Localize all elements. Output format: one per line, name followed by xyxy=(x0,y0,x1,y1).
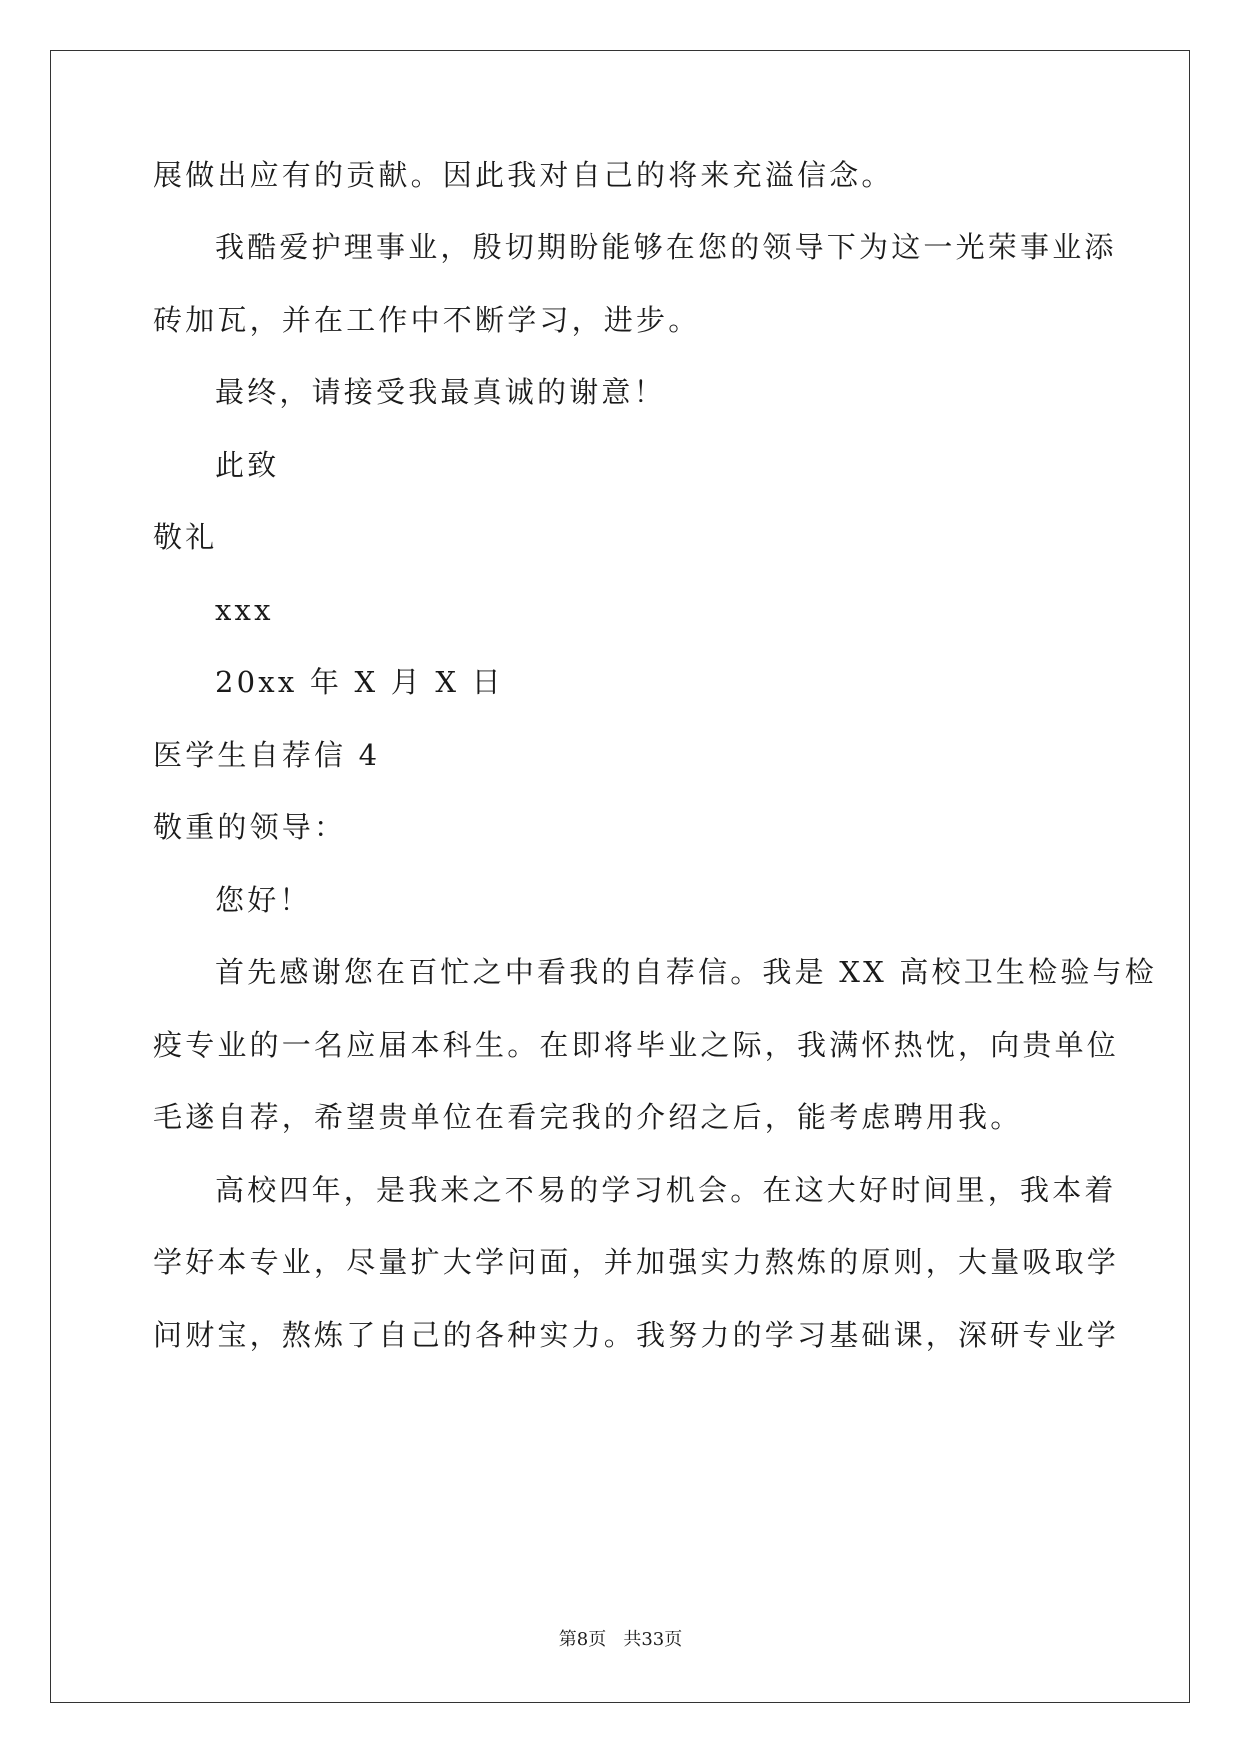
paragraph-line: 学好本专业，尽量扩大学问面，并加强实力熬炼的原则，大量吸取学 xyxy=(153,1245,1120,1279)
footer-prefix: 第 xyxy=(558,1629,577,1650)
footer-current-page: 8 xyxy=(576,1629,589,1650)
paragraph-line: 疫专业的一名应届本科生。在即将毕业之际，我满怀热忱，向贵单位 xyxy=(153,1028,1120,1062)
closing-respect: 敬礼 xyxy=(153,520,218,554)
page-footer xyxy=(0,1628,1241,1652)
page-border xyxy=(50,50,1190,1703)
footer-total-pages: 33 xyxy=(641,1629,665,1650)
paragraph-line: 首先感谢您在百忙之中看我的自荐信。我是 XX 高校卫生检验与检 xyxy=(215,955,1157,989)
paragraph-line: 砖加瓦，并在工作中不断学习，进步。 xyxy=(153,303,701,337)
footer-mid: 页 共 xyxy=(588,1629,642,1650)
greeting: 您好！ xyxy=(215,883,312,917)
paragraph-line: 最终，请接受我最真诚的谢意！ xyxy=(215,375,666,409)
paragraph-line: 问财宝，熬炼了自己的各种实力。我努力的学习基础课，深研专业学 xyxy=(153,1318,1120,1352)
closing-salutation: 此致 xyxy=(215,448,280,482)
paragraph-line: 展做出应有的贡献。因此我对自己的将来充溢信念。 xyxy=(153,158,894,192)
greeting-recipient: 敬重的领导： xyxy=(153,810,347,844)
paragraph-line: 高校四年，是我来之不易的学习机会。在这大好时间里，我本着 xyxy=(215,1173,1117,1207)
paragraph-line: 毛遂自荐，希望贵单位在看完我的介绍之后，能考虑聘用我。 xyxy=(153,1100,1023,1134)
signature-name: xxx xyxy=(215,593,274,627)
signature-date: 20xx 年 X 月 X 日 xyxy=(215,665,504,699)
footer-suffix: 页 xyxy=(664,1629,683,1650)
section-title: 医学生自荐信 4 xyxy=(153,738,381,772)
paragraph-line: 我酷爱护理事业，殷切期盼能够在您的领导下为这一光荣事业添 xyxy=(215,230,1117,264)
